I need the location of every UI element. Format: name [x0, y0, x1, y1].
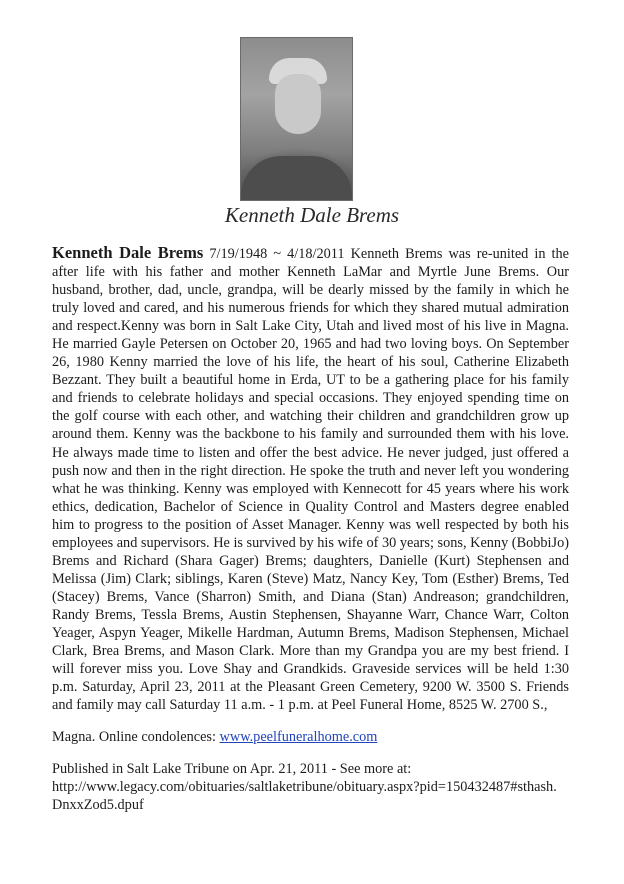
- portrait-photo: [240, 37, 353, 201]
- photo-face: [275, 74, 321, 134]
- deceased-name: Kenneth Dale Brems: [52, 243, 204, 262]
- condolences-line: [52, 728, 569, 746]
- photo-caption: Kenneth Dale Brems: [224, 203, 400, 227]
- photo-shoulders: [241, 156, 352, 200]
- funeral-home-link[interactable]: www.peelfuneralhome.com: [219, 729, 378, 746]
- published-note: Published in Salt Lake Tribune on Apr. 21, 2011 - See more at: http://www.legacy.com/obituaries/saltlaketribune/obituary.aspx?pid=150432487#sthash. DnxxZod5.dpuf: [52, 761, 557, 814]
- condolences-prefix: Magna. Online condolences:: [52, 729, 220, 746]
- obituary-text: 7/19/1948 ~ 4/18/2011 Kenneth Brems was re-united in the after life with his father and mother Kenneth LaMar and Myrtle June Brems. Our husband, brother, dad, uncle, grandpa, will be dearly missed by the family in which he truly loved and cared, and his numerous friends for which they shared mutual admiration and respect.Kenny was born in Salt Lake City, Utah and lived most of his live in Magna. He married Gayle Petersen on October 20, 1965 and had two loving boys. On September 26, 1980 Kenny married the love of his life, the heart of his soul, Catherine Elizabeth Bezzant. They built a beautiful home in Erda, UT to be a gathering place for his family and friends to celebrate holidays and special occasions. They enjoyed spending time on the golf course with each other, and watching their children and grandchildren grow up around them. Kenny was the backbone to his family and surrounded them with his love. He always made time to listen and offer the best advice. He never judged, just offered a push now and then in the right direction. He spoke the truth and never left you wondering what he was thinking. Kenny was employed with Kennecott for 45 years where his work ethics, dedication, Bachelor of Science in Quality Control and Masters degree enabled him to progress to the position of Asset Manager. Kenny was well respected by both his employees and supervisors. He is survived by his wife of 30 years; sons, Kenny (BobbiJo) Brems and Richard (Shara Gager) Brems; daughters, Danielle (Kurt) Stephensen and Melissa (Jim) Clark; siblings, Karen (Steve) Matz, Nancy Key, Tom (Esther) Brems, Ted (Stacey) Brems, Vance (Sharron) Smith, and Diana (Stan) Andreason; grandchildren, Randy Brems, Tessla Brems, Austin Stephensen, Shayanne Warr, Chance Warr, Colton Yeager, Aspyn Yeager, Mikelle Hardman, Autumn Brems, Madison Stephensen, Michael Clark, Brea Brems, and Mason Clark. More than my Grandpa you are my best friend. I will forever miss you. Love Shay and Grandkids. Graveside services will be held 1:30 p.m. Saturday, April 23, 2011 at the Pleasant Green Cemetery, 9200 W. 3500 S. Friends and family may call Saturday 11 a.m. - 1 p.m. at Peel Funeral Home, 8525 W. 2700 S.,: [52, 246, 569, 714]
- obituary-body: [52, 244, 569, 814]
